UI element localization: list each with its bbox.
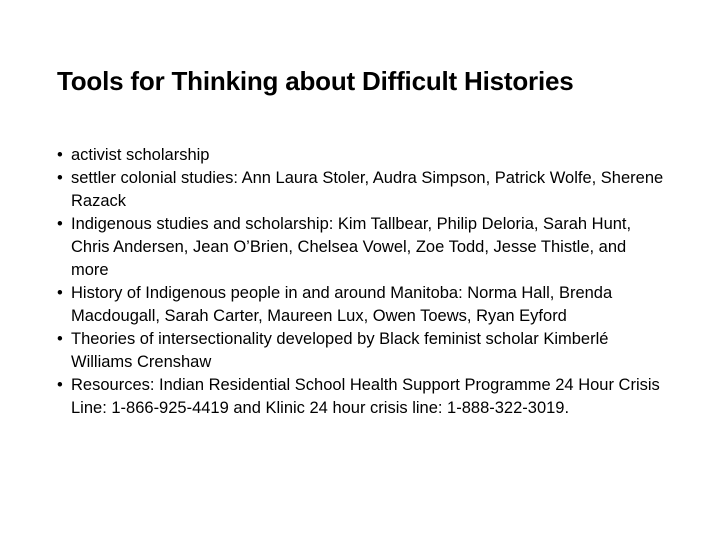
bullet-text: Theories of intersectionality developed by Black feminist scholar Kimberlé Williams Crenshaw [71, 330, 609, 371]
bullet-item [57, 282, 665, 328]
bullet-dot: • [57, 215, 63, 233]
bullet-dot: • [57, 376, 63, 394]
slide-title: Tools for Thinking about Difficult Histories [57, 66, 574, 96]
bullet-dot: • [57, 146, 63, 164]
bullet-text: settler colonial studies: Ann Laura Stoler, Audra Simpson, Patrick Wolfe, Sherene Razack [71, 169, 664, 210]
bullet-text: Resources: Indian Residential School Health Support Programme 24 Hour Crisis Line: 1-866-925-4419 and Klinic 24 hour crisis line: 1-888-322-3019. [71, 376, 660, 417]
bullet-dot: • [57, 284, 63, 302]
bullet-text: activist scholarship [71, 146, 210, 164]
bullet-dot: • [57, 169, 63, 187]
bullet-text: History of Indigenous people in and around Manitoba: Norma Hall, Brenda Macdougall, Sarah Carter, Maureen Lux, Owen Toews, Ryan Eyford [71, 284, 613, 325]
bullet-text: Indigenous studies and scholarship: Kim Tallbear, Philip Deloria, Sarah Hunt, Chris Andersen, Jean O’Brien, Chelsea Vowel, Zoe Todd, Jesse Thistle, and more [71, 215, 632, 279]
bullet-item [57, 167, 665, 213]
bullet-dot: • [57, 330, 63, 348]
bullet-item [57, 328, 665, 374]
bullet-list [57, 144, 665, 420]
bullet-item [57, 144, 665, 167]
bullet-item [57, 213, 665, 282]
bullet-item [57, 374, 665, 420]
